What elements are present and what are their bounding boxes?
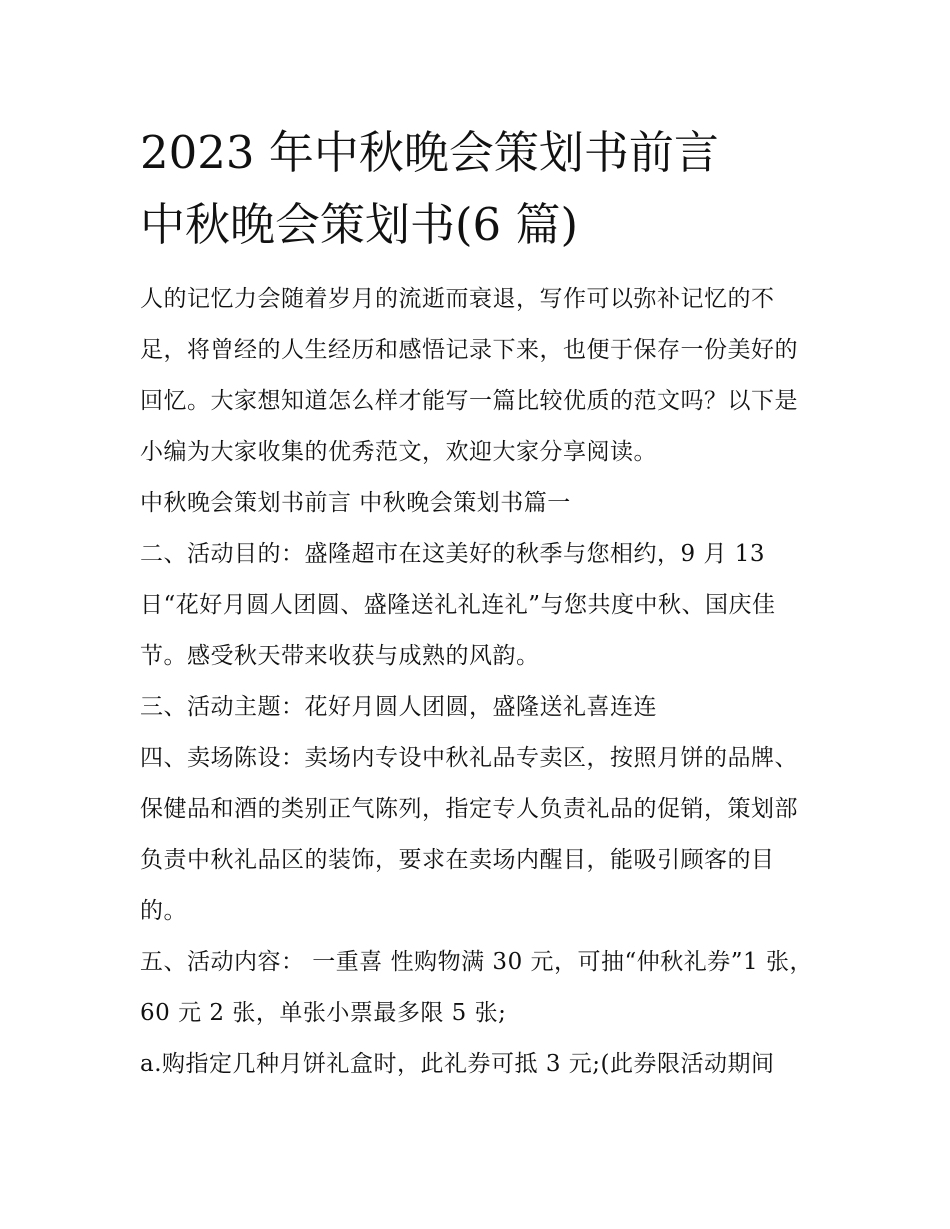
document-title-line-1: 2023 年中秋晚会策划书前言 — [140, 126, 719, 179]
paragraph-purpose: 二、活动目的：盛隆超市在这美好的秋季与您相约，9 月 13 日“花好月圆人团圆、盛隆送礼礼连礼”与您共度中秋、国庆佳节。感受秋天带来收获与成熟的风韵。 — [140, 541, 776, 669]
document-page — [140, 118, 820, 1090]
paragraph-activity-content: 五、活动内容： 一重喜 性购物满 30 元，可抽“仲秋礼券”1 张，60 元 2 张，单张小票最多限 5 张; — [140, 949, 813, 1026]
paragraph-theme: 三、活动主题：花好月圆人团圆，盛隆送礼喜连连 — [140, 694, 657, 720]
paragraph-section-heading: 中秋晚会策划书前言 中秋晚会策划书篇一 — [140, 490, 571, 516]
paragraph-coupon-rule: a.购指定几种月饼礼盒时，此礼券可抵 3 元;(此券限活动期间 — [140, 1051, 775, 1077]
paragraph-store-display: 四、卖场陈设：卖场内专设中秋礼品专卖区，按照月饼的品牌、保健品和酒的类别正气陈列，指定专人负责礼品的促销，策划部负责中秋礼品区的装饰，要求在卖场内醒目，能吸引顾客的目的。 — [140, 745, 798, 924]
document-body — [140, 274, 820, 1090]
paragraph-intro: 人的记忆力会随着岁月的流逝而衰退，写作可以弥补记忆的不足，将曾经的人生经历和感悟记录下来，也便于保存一份美好的回忆。大家想知道怎么样才能写一篇比较优质的范文吗？以下是小编为大家收集的优秀范文，欢迎大家分享阅读。 — [140, 286, 798, 465]
document-title-line-2: 中秋晚会策划书(6 篇) — [140, 198, 579, 251]
